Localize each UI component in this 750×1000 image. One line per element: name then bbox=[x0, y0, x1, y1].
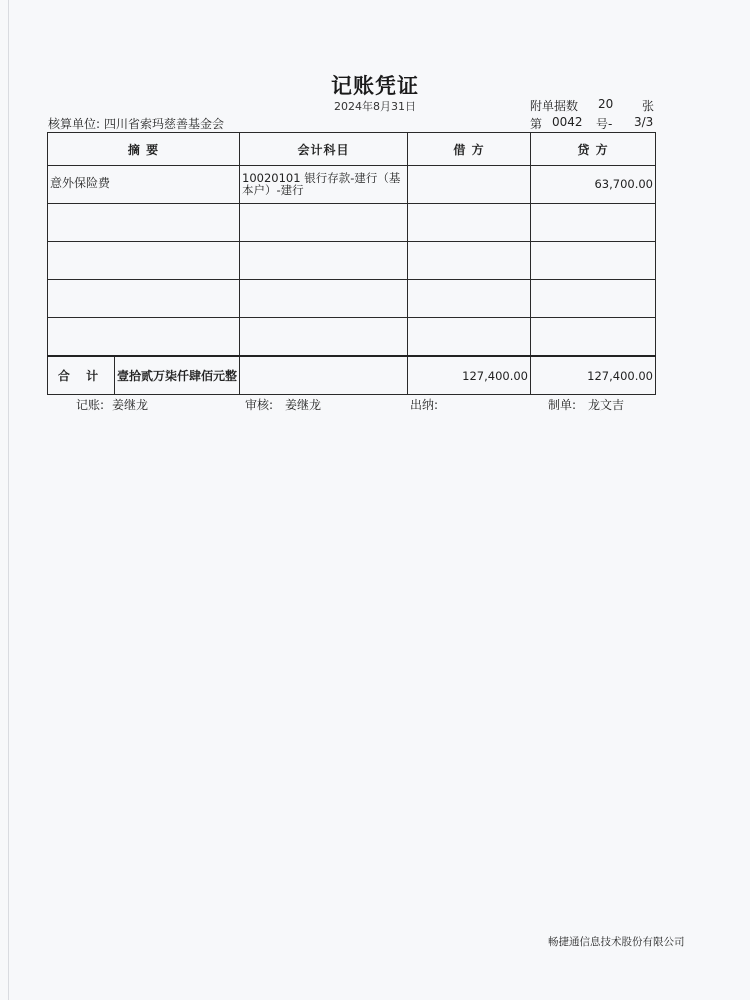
summary-text: 意外保险费 bbox=[50, 176, 111, 190]
voucher-title: 记账凭证 bbox=[331, 74, 419, 98]
cell-summary bbox=[48, 166, 240, 204]
bookkeeper-name: 姜继龙 bbox=[112, 398, 149, 412]
preparer-label: 制单: bbox=[548, 398, 577, 412]
voucher-number-prefix: 第 bbox=[530, 117, 543, 131]
total-amount-in-words: 壹拾贰万柒仟肆佰元整 bbox=[117, 369, 238, 383]
header-credit: 贷 方 bbox=[531, 133, 656, 166]
credit-amount bbox=[531, 280, 655, 291]
attachments-count: 20 bbox=[598, 97, 614, 111]
bookkeeper-label: 记账: bbox=[76, 398, 105, 412]
debit-amount bbox=[408, 166, 530, 177]
voucher-page: 3/3 bbox=[634, 115, 654, 129]
cell-credit bbox=[531, 242, 656, 280]
cell-debit bbox=[408, 318, 531, 357]
debit-amount bbox=[408, 204, 530, 215]
table-row bbox=[48, 242, 656, 280]
header-summary: 摘 要 bbox=[48, 133, 240, 166]
credit-amount bbox=[531, 204, 655, 215]
accounting-unit-label: 核算单位: bbox=[48, 117, 101, 131]
accounting-unit-name: 四川省索玛慈善基金会 bbox=[104, 117, 225, 131]
subject-text bbox=[240, 280, 407, 286]
voucher-number: 0042 bbox=[552, 115, 583, 129]
cell-subject bbox=[240, 204, 408, 242]
cell-subject bbox=[240, 242, 408, 280]
cell-debit bbox=[408, 166, 531, 204]
table-row bbox=[48, 166, 656, 204]
cell-debit bbox=[408, 280, 531, 318]
summary-text bbox=[48, 204, 239, 215]
total-credit: 127,400.00 bbox=[531, 356, 656, 395]
auditor-name: 姜继龙 bbox=[285, 398, 322, 412]
cell-summary bbox=[48, 242, 240, 280]
debit-amount bbox=[408, 242, 530, 253]
accounting-unit bbox=[48, 115, 224, 132]
voucher-number-suffix: 号- bbox=[596, 117, 613, 131]
voucher-date: 2024年8月31日 bbox=[334, 100, 416, 113]
summary-text bbox=[48, 280, 239, 291]
header-debit: 借 方 bbox=[408, 133, 531, 166]
cell-credit bbox=[531, 318, 656, 357]
cell-subject bbox=[240, 166, 408, 204]
subject-text bbox=[240, 242, 407, 248]
total-label: 合 计 bbox=[48, 357, 115, 394]
table-row bbox=[48, 318, 656, 357]
total-cell-left bbox=[48, 356, 240, 395]
cell-summary bbox=[48, 280, 240, 318]
cashier-label: 出纳: bbox=[410, 398, 439, 412]
cell-credit bbox=[531, 166, 656, 204]
summary-text bbox=[48, 318, 239, 329]
voucher-table bbox=[47, 132, 656, 395]
cell-debit bbox=[408, 204, 531, 242]
cell-debit bbox=[408, 242, 531, 280]
credit-amount bbox=[531, 318, 655, 329]
software-company: 畅捷通信息技术股份有限公司 bbox=[548, 936, 685, 948]
cell-subject bbox=[240, 280, 408, 318]
auditor-label: 审核: bbox=[245, 398, 274, 412]
credit-amount: 63,700.00 bbox=[594, 177, 653, 191]
total-debit: 127,400.00 bbox=[408, 356, 531, 395]
credit-amount bbox=[531, 242, 655, 253]
summary-text bbox=[48, 242, 239, 253]
cell-credit bbox=[531, 280, 656, 318]
preparer-name: 龙文吉 bbox=[588, 398, 625, 412]
attachments-unit: 张 bbox=[642, 99, 655, 113]
debit-amount bbox=[408, 318, 530, 329]
subject-text: 10020101 银行存款-建行（基本户）-建行 bbox=[242, 171, 401, 197]
table-row bbox=[48, 204, 656, 242]
table-row bbox=[48, 280, 656, 318]
attachments-label: 附单据数 bbox=[530, 99, 579, 113]
cell-credit bbox=[531, 204, 656, 242]
debit-amount bbox=[408, 280, 530, 291]
subject-text bbox=[240, 318, 407, 324]
total-row bbox=[48, 356, 656, 395]
cell-summary bbox=[48, 318, 240, 357]
total-cell-subject bbox=[240, 356, 408, 395]
header-subject: 会计科目 bbox=[240, 133, 408, 166]
table-header-row bbox=[48, 133, 656, 166]
cell-subject bbox=[240, 318, 408, 357]
scan-edge bbox=[8, 0, 9, 1000]
cell-summary bbox=[48, 204, 240, 242]
subject-text bbox=[240, 204, 407, 210]
